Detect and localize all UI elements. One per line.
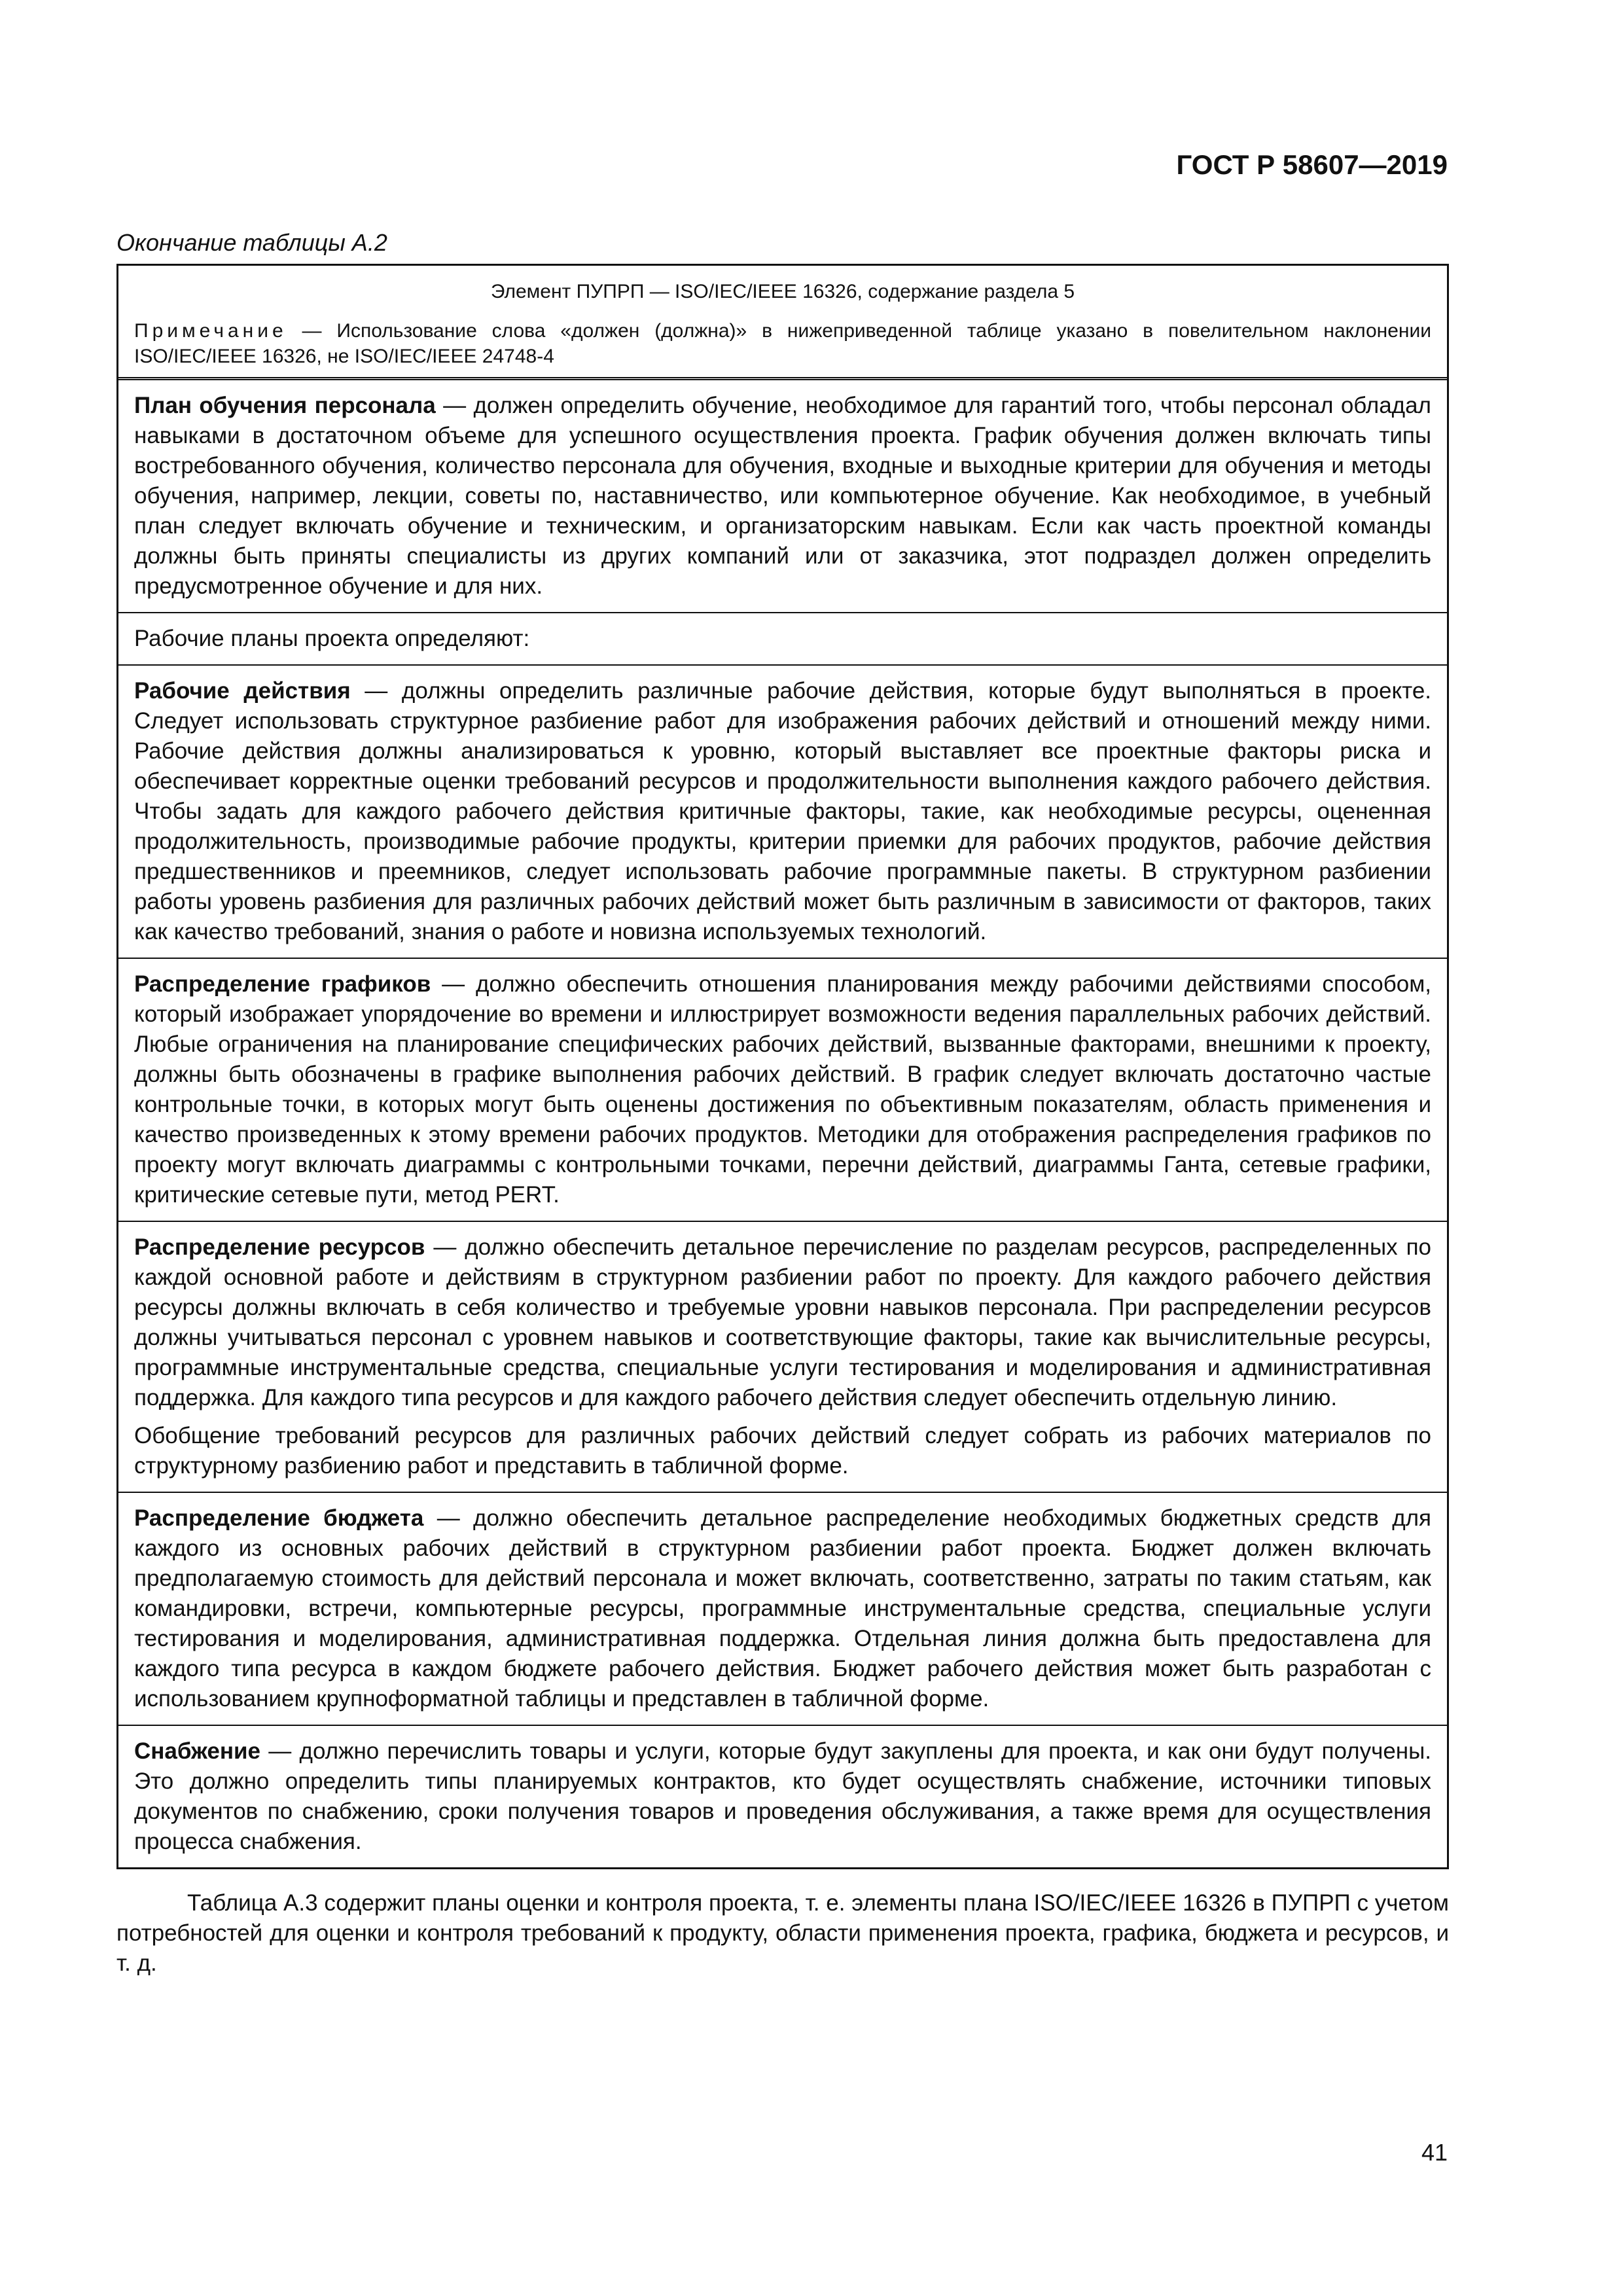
row-term: Распределение графиков (134, 971, 431, 997)
table-header-note (118, 312, 1447, 377)
table-row-training-plan (118, 380, 1447, 612)
row-term: Распределение ресурсов (134, 1234, 425, 1260)
table-row-budget-allocation (118, 1492, 1447, 1725)
row-term: План обучения персонала (134, 393, 436, 418)
row-text: — должно обеспечить отношения планирования между рабочими действиями способом, который изображает упорядочение во времени и иллюстрирует возможности ведения параллельных рабочих действий. Любые ограничения на планирование специфических рабочих действий, вызванные факторами, внешними к проекту, должны быть обозначены в графике выполнения рабочих действий. В график следует включать достаточно частые контрольные точки, в которых могут быть оценены достижения по объективным показателям, область применения и качество произведенных к этому времени рабочих продуктов. Методики для отображения распределения графиков по проекту могут включать диаграммы с контрольными точками, перечни действий, диаграммы Ганта, сетевые графики, критические сетевые пути, метод PERT. (134, 971, 1431, 1208)
row-text: — должно обеспечить детальное перечисление по разделам ресурсов, распределенных по каждой основной работе и действиям в структурном разбиении работ по проекту. Для каждого рабочего действия ресурсы должны включать в себя количество и требуемые уровни навыков персонала. При распределении ресурсов должны учитываться персонал с уровнем навыков и соответствующие факторы, такие как вычислительные ресурсы, программные инструментальные средства, специальные услуги тестирования и моделирования и административная поддержка. Для каждого типа ресурсов и для каждого рабочего действия следует обеспечить отдельную линию. (134, 1234, 1431, 1410)
row-text: — должно перечислить товары и услуги, которые будут закуплены для проекта, и как они будут получены. Это должно определить типы планируемых контрактов, кто будет осуществлять снабжение, источники типовых документов по снабжению, сроки получения товаров и проведения обслуживания, а также время для осуществления процесса снабжения. (134, 1738, 1431, 1854)
row-text: — должен определить обучение, необходимое для гарантий того, чтобы персонал обладал навыками в достаточном объеме для успешного осуществления проекта. График обучения должен включать типы востребованного обучения, количество персонала для обучения, входные и выходные критерии для обучения и методы обучения, например, лекции, советы по, наставничество, или компьютерное обучение. Как необходимое, в учебный план следует включать обучение и техническим, и организаторским навыкам. Если как часть проектной команды должны быть приняты специалисты из других компаний или от заказчика, этот подраздел должен определить предусмотренное обучение и для них. (134, 393, 1431, 599)
row-text: Рабочие планы проекта определяют: (134, 626, 530, 651)
table-header-title: Элемент ПУПРП — ISO/IEC/IEEE 16326, содержание раздела 5 (490, 281, 1075, 302)
row-text: — должны определить различные рабочие действия, которые будут выполняться в проекте. Следует использовать структурное разбиение работ для изображения рабочих действий и отношений между ними. Рабочие действия должны анализироваться к уровню, который выставляет все проектные факторы риска и обеспечивает корректные оценки требований ресурсов и продолжительности выполнения каждого рабочего действия. Чтобы задать для каждого рабочего действия критичные факторы, такие, как необходимые ресурсы, оцененная продолжительность, производимые рабочие продукты, критерии приемки для рабочих продуктов, рабочие действия предшественников и преемников, следует использовать рабочие программные пакеты. В структурном разбиении работы уровень разбиения для различных рабочих действий может быть различным в зависимости от факторов, таких как качество требований, знания о работе и новизна используемых технологий. (134, 678, 1432, 944)
row-term: Снабжение (134, 1738, 260, 1764)
row-text-continued: Обобщение требований ресурсов для различных рабочих действий следует собрать из рабочих материалов по структурному разбиению работ и представить в табличной форме. (134, 1423, 1431, 1479)
body-paragraph: Таблица А.3 содержит планы оценки и контроля проекта, т. е. элементы плана ISO/IEC/IEEE 16326 в ПУПРП с учетом потребностей для оценки и контроля требований к продукту, области применения проекта, графика, бюджета и ресурсов, и т. д. (116, 1890, 1449, 1976)
table-row-work-activities (118, 664, 1447, 958)
page-number: 41 (1421, 2139, 1448, 2166)
document-standard-number: ГОСТ Р 58607—2019 (1176, 149, 1448, 180)
table-row-procurement (118, 1725, 1447, 1867)
row-term: Рабочие действия (134, 678, 351, 704)
row-text: — должно обеспечить детальное распределение необходимых бюджетных средств для каждого из основных рабочих действий в структурном разбиении работ проекта. Бюджет должен включать предполагаемую стоимость для действий персонала и может включать, соответственно, затраты по таким статьям, как командировки, встречи, компьютерные ресурсы, программные инструментальные средства, специальные услуги тестирования и моделирования, административная поддержка. Отдельная линия должна быть предоставлена для каждого типа ресурса в каждом бюджете рабочего действия. Бюджет рабочего действия может быть разработан с использованием крупноформатной таблицы и представлен в табличной форме. (134, 1505, 1431, 1712)
table-caption: Окончание таблицы А.2 (116, 229, 387, 256)
standard-table (116, 264, 1449, 1869)
note-label: Примечание (134, 320, 287, 342)
note-text: — Использование слова «должен (должна)» в нижеприведенной таблице указано в повелительном наклонении ISO/IEC/IEEE 16326, не ISO/IEC/IEEE 24748-4 (134, 320, 1431, 367)
table-row-schedule-allocation (118, 958, 1447, 1221)
table-row-resource-allocation (118, 1221, 1447, 1492)
table-row-work-plans-intro (118, 612, 1447, 664)
row-term: Распределение бюджета (134, 1505, 424, 1531)
